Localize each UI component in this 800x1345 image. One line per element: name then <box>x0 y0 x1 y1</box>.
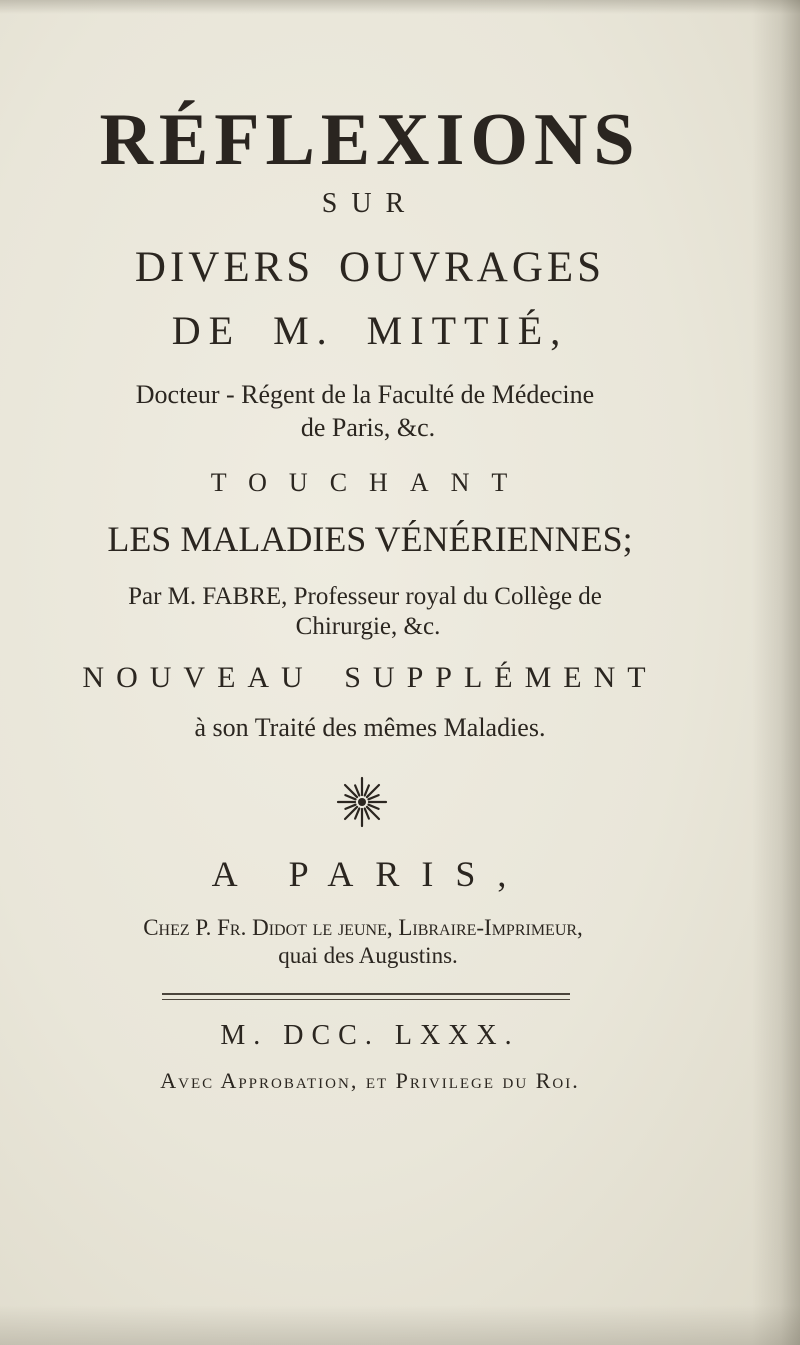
fleuron-ornament-icon <box>332 772 392 832</box>
title-connector-sur: SUR <box>321 188 419 219</box>
royal-privilege-line: Avec Approbation, et Privilege du Roi. <box>160 1068 580 1093</box>
publisher-line-1: Chez P. Fr. Didot le jeune, Libraire-Imprimeur, <box>143 915 583 940</box>
title-connector-touchant: TOUCHANT <box>210 468 530 497</box>
page-edge-right <box>752 0 800 1345</box>
supplement-subtitle: à son Traité des mêmes Maladies. <box>194 713 546 742</box>
title-divers-ouvrages: DIVERS OUVRAGES <box>134 244 606 291</box>
responder-line-1: Par M. FABRE, Professeur royal du Collège de <box>128 583 602 610</box>
imprint-place: A PARIS, <box>211 854 529 894</box>
publisher-line-2: quai des Augustins. <box>278 943 458 968</box>
double-rule-top <box>162 993 570 995</box>
author-name: DE M. MITTIÉ, <box>171 308 569 353</box>
book-title: RÉFLEXIONS <box>99 99 641 181</box>
page-edge-bottom <box>0 1305 800 1345</box>
page-edge-top <box>0 0 800 14</box>
subject-heading: LES MALADIES VÉNÉRIENNES; <box>107 519 633 559</box>
author-credentials-line-2: de Paris, &c. <box>300 413 436 442</box>
supplement-heading: NOUVEAU SUPPLÉMENT <box>82 661 658 694</box>
author-credentials-line-1: Docteur - Régent de la Faculté de Médecine <box>135 380 595 409</box>
responder-line-2: Chirurgie, &c. <box>295 613 441 640</box>
publication-date: M. DCC. LXXX. <box>220 1020 520 1051</box>
double-rule-bottom <box>162 999 570 1000</box>
